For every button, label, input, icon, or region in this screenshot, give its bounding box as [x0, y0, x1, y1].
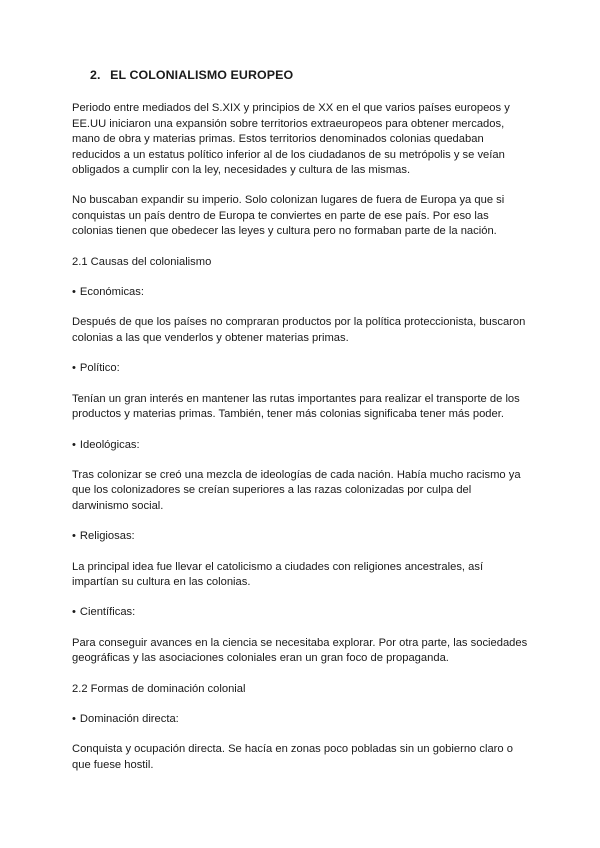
cause-label-scientific: • Científicas:	[72, 606, 136, 619]
intro-paragraph-2: No buscaban expandir su imperio. Solo colonizan lugares de fuera de Europa ya que si conquistas un país dentro de Europa te conviertes en parte de ese país. Por eso las colonias tienen que obedecer las leyes y cultura pero no formaban parte de la nación.	[72, 194, 505, 238]
cause-text-religious: La principal idea fue llevar el catolicismo a ciudades con religiones ancestrales, así impartían su cultura en las colonias.	[72, 560, 484, 588]
section-number: 2.	[90, 68, 101, 82]
cause-text-ideological: Tras colonizar se creó una mezcla de ideologías de cada nación. Había mucho racismo ya que los colonizadores se creían superiores a las razas colonizadas por culpa del darwinismo social.	[72, 468, 521, 512]
bullet-icon: •	[72, 530, 76, 543]
bullet-icon: •	[72, 606, 76, 619]
bullet-icon: •	[72, 712, 76, 725]
cause-label-economic: • Económicas:	[72, 286, 144, 299]
cause-text-scientific: Para conseguir avances en la ciencia se necesitaba explorar. Por otra parte, las sociedades geográficas y las asociaciones coloniales eran un gran foco de propaganda.	[72, 636, 528, 665]
cause-label-religious: • Religiosas:	[72, 530, 135, 543]
bullet-icon: •	[72, 362, 76, 375]
bullet-icon: •	[72, 438, 76, 451]
intro-paragraph-1: Periodo entre mediados del S.XIX y principios de XX en el que varios países europeos y EE.UU iniciaron una expansión sobre territorios extraeuropeos para obtener mercados, mano de obra y materias primas. Estos territorios denominados colonias quedaban reducidos a un estatus político inferior al de los ciudadanos de su metrópolis y se veían obligados a cumplir con la ley, necesidades y cultura de las mismas.	[72, 102, 510, 177]
forms-subtitle: 2.2 Formas de dominación colonial	[72, 682, 246, 695]
form-text-direct: Conquista y ocupación directa. Se hacía en zonas poco pobladas sin un gobierno claro o que fuese hostil.	[72, 743, 513, 771]
cause-label-ideological: • Ideológicas:	[72, 438, 140, 451]
document-page	[72, 68, 530, 788]
form-label-direct: • Dominación directa:	[72, 712, 179, 725]
cause-text-political: Tenían un gran interés en mantener las rutas importantes para realizar el transporte de los productos y materias primas. También, tener más colonias significaba tener más poder.	[72, 392, 520, 421]
section-heading	[90, 68, 530, 83]
causes-subtitle: 2.1 Causas del colonialismo	[72, 255, 212, 268]
cause-label-political: • Político:	[72, 362, 120, 375]
cause-text-economic: Después de que los países no compraran productos por la política proteccionista, buscaron colonias a las que venderlos y obtener materias primas.	[72, 316, 526, 344]
section-title: EL COLONIALISMO EUROPEO	[110, 68, 294, 82]
bullet-icon: •	[72, 286, 76, 299]
